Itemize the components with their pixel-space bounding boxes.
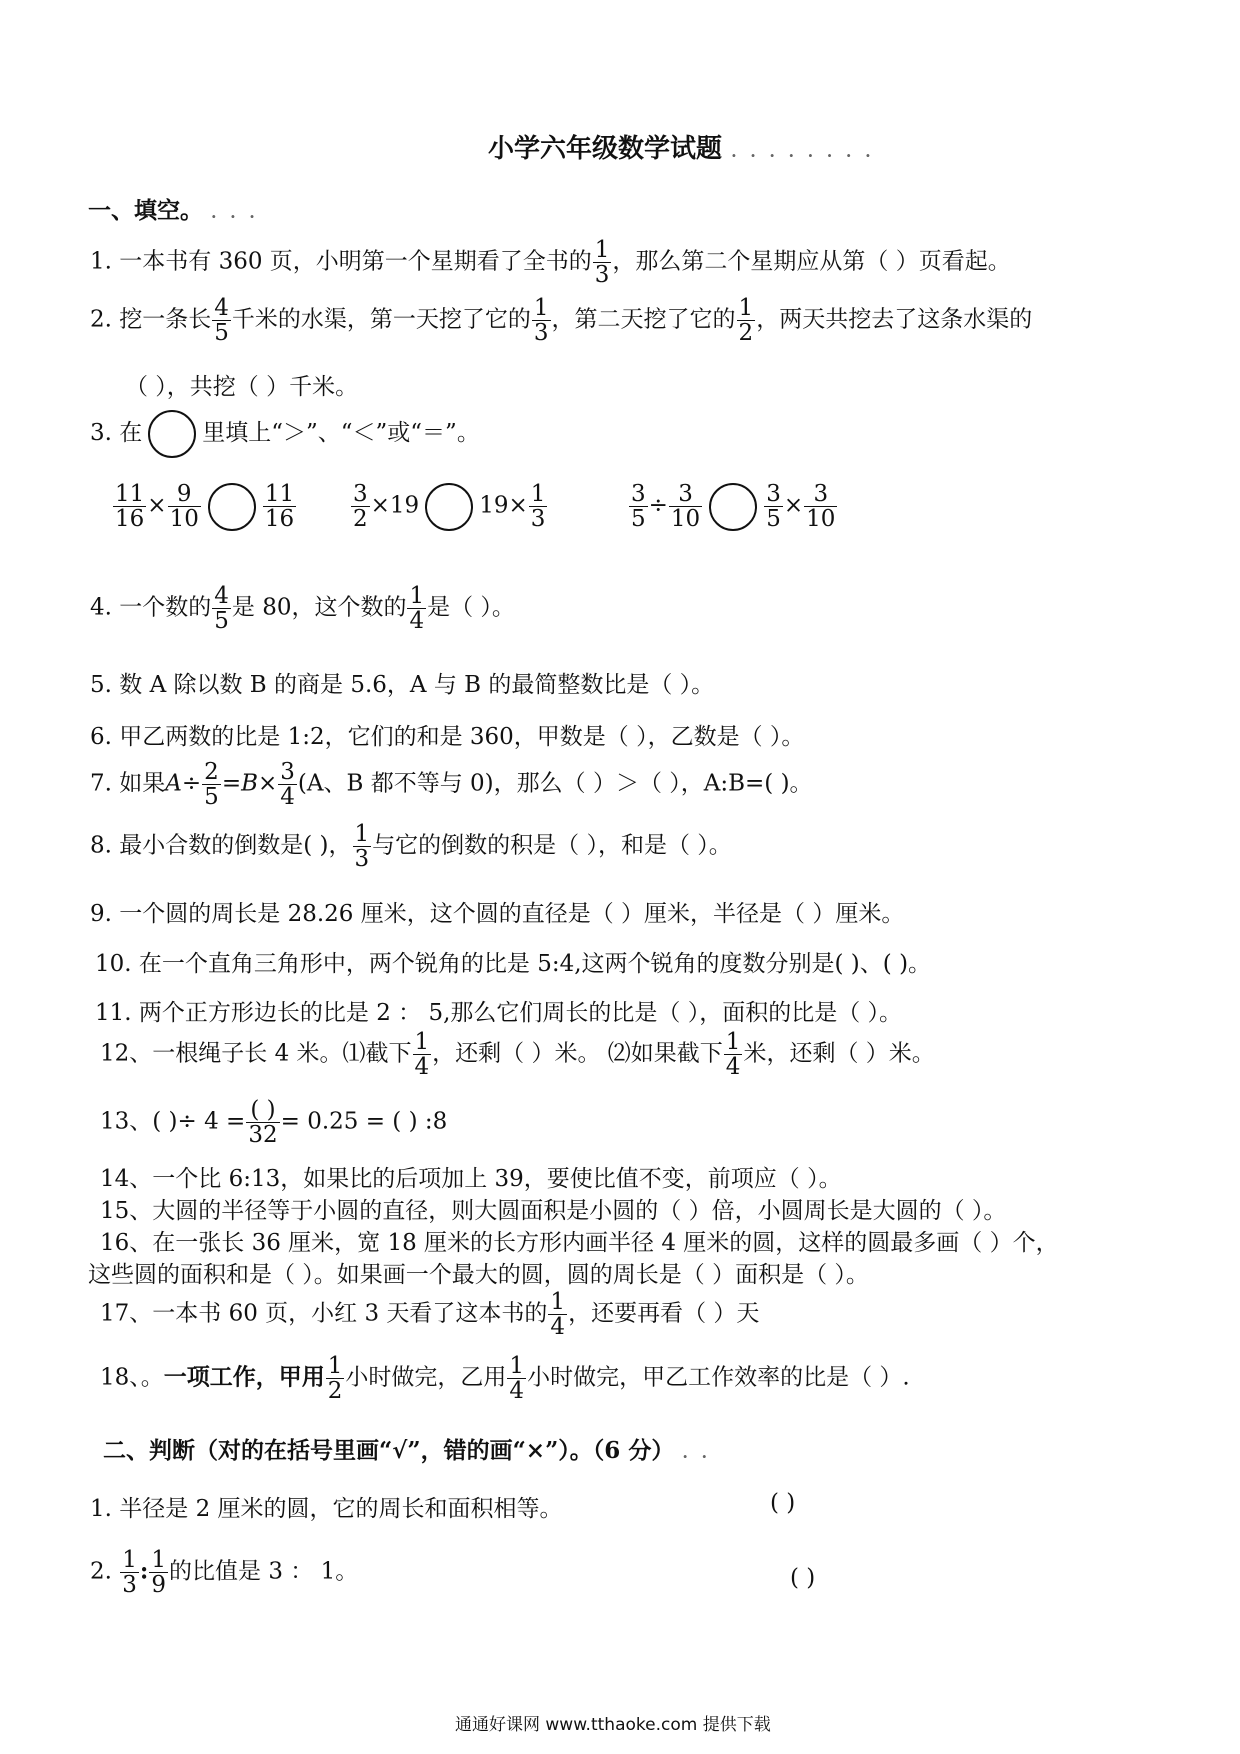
- fraction: [724, 1030, 743, 1079]
- numerator: 3: [631, 481, 646, 507]
- numerator: 1: [533, 295, 549, 321]
- fraction: [351, 482, 370, 531]
- question-18: [100, 1354, 910, 1403]
- q17-text-b: ，还要再看（ ）天: [568, 1300, 760, 1327]
- q2-text-e: （ ），共挖（ ）千米。: [125, 374, 359, 400]
- q3-text-b: 里填上“＞”、“＜”或“＝”。: [202, 420, 480, 446]
- fraction: [120, 1548, 139, 1597]
- judge-1: [90, 1490, 563, 1523]
- q4-text-b: 是 80，这个数的: [231, 594, 407, 621]
- question-16: 16、在一张长 36 厘米，宽 18 厘米的长方形内画半径 4 厘米的圆，这样的圆最多画（ ）个，: [100, 1230, 1059, 1256]
- numerator: 11: [115, 481, 145, 507]
- question-14: 14、一个比 6:13，如果比的后项加上 39，要使比值不变，前项应（ ）。: [100, 1166, 842, 1192]
- q18-text-c: 小时做完，乙用: [345, 1364, 507, 1391]
- denominator: 16: [264, 506, 295, 533]
- q1-text-b: ，那么第二个星期应从第（ ）页看起。: [612, 248, 1011, 275]
- question-4: [90, 584, 515, 633]
- fraction: [407, 584, 426, 633]
- denominator: 32: [248, 1122, 278, 1149]
- section-1-dots: . . .: [211, 203, 259, 222]
- variable-b: B: [241, 770, 258, 797]
- number-19: 19: [389, 492, 420, 519]
- numerator: 1: [354, 821, 370, 847]
- times-sign: ×: [147, 492, 167, 519]
- fraction: [529, 482, 548, 531]
- fraction: [593, 238, 612, 287]
- denominator: 5: [214, 320, 229, 347]
- numerator: 4: [214, 583, 229, 609]
- q8-text-a: 8. 最小合数的倒数是( )，: [90, 832, 352, 859]
- section-2-heading: [103, 1432, 711, 1465]
- section-2-title: 二、判断（对的在括号里画“√”，错的画“×”）。（6 分）: [103, 1437, 675, 1464]
- fraction: [168, 482, 201, 531]
- fraction: [113, 482, 146, 531]
- denominator: 16: [115, 506, 145, 533]
- numerator: 9: [168, 482, 201, 507]
- fraction: [507, 1354, 526, 1403]
- divide-sign: ÷: [181, 770, 202, 797]
- question-3-item-1: [112, 482, 297, 531]
- title-text: 小学六年级数学试题: [488, 134, 723, 164]
- q2-text-c: ，第二天挖了它的: [551, 306, 736, 333]
- denominator: 5: [766, 506, 781, 533]
- denominator: 5: [631, 506, 646, 533]
- denominator: 2: [353, 506, 368, 533]
- judge-2-answer[interactable]: ( ): [790, 1565, 816, 1591]
- number-19-times: 19×: [479, 492, 528, 519]
- judge-2: [90, 1548, 358, 1597]
- question-9: 9. 一个圆的周长是 28.26 厘米，这个圆的直径是（ ）厘米，半径是（ ）厘米。: [90, 901, 905, 927]
- denominator: 3: [533, 320, 549, 347]
- q1-text-a: 1. 一本书有 360 页，小明第一个星期看了全书的: [90, 248, 592, 275]
- question-2: [90, 296, 1032, 345]
- numerator: 1: [122, 1547, 137, 1573]
- question-15: 15、大圆的半径等于小圆的直径，则大圆面积是小圆的（ ）倍，小圆周长是大圆的（ ）。: [100, 1198, 1007, 1224]
- denominator: 4: [409, 608, 425, 635]
- numerator: 1: [409, 583, 425, 609]
- numerator: 1: [530, 481, 546, 507]
- fraction: [764, 482, 783, 531]
- section-1-heading: [88, 192, 259, 225]
- q2-text-d: ，两天共挖去了这条水渠的: [756, 306, 1033, 333]
- q2-text-b: 千米的水渠，第一天挖了它的: [231, 306, 531, 333]
- q2-text-a: 2. 挖一条长: [90, 306, 212, 333]
- times-sign: ×: [370, 492, 390, 519]
- question-3-item-3: [628, 482, 838, 531]
- q13-text-b: = 0.25 = ( ) :8: [280, 1108, 448, 1135]
- numerator: 3: [766, 481, 781, 507]
- fraction: [532, 296, 551, 345]
- equals-sign: =: [221, 770, 242, 797]
- fraction: [278, 760, 297, 809]
- judge-1-answer[interactable]: ( ): [770, 1490, 796, 1516]
- fraction: [212, 296, 231, 345]
- fraction: [353, 822, 372, 871]
- denominator: 4: [280, 784, 295, 811]
- times-sign: ×: [258, 770, 278, 797]
- denominator: 10: [806, 506, 836, 533]
- fraction: [413, 1030, 432, 1079]
- numerator: 1: [738, 295, 754, 321]
- numerator: 1: [594, 237, 610, 263]
- fraction: [737, 296, 756, 345]
- denominator: 10: [169, 506, 199, 533]
- fraction: [326, 1354, 345, 1403]
- numerator: ( ): [246, 1098, 279, 1123]
- q18-text-d: 小时做完，甲乙工作效率的比是（ ）: [527, 1364, 903, 1391]
- fraction: [202, 760, 221, 809]
- numerator: 1: [725, 1029, 741, 1055]
- numerator: 1: [509, 1353, 525, 1379]
- numerator: 4: [214, 295, 229, 321]
- question-3-item-2: [350, 482, 548, 531]
- q12-text-b: ，还剩（ ）米。 ⑵如果截下: [432, 1040, 723, 1067]
- numerator: 3: [669, 482, 702, 507]
- question-3: [90, 410, 480, 458]
- ratio-colon: :: [139, 1557, 149, 1585]
- numerator: 3: [280, 759, 295, 785]
- denominator: 4: [414, 1054, 430, 1081]
- section-2-dots: . .: [682, 1443, 712, 1462]
- q18-text-a: 18、。: [100, 1364, 164, 1391]
- denominator: 5: [214, 608, 229, 635]
- q4-text-c: 是（ ）。: [427, 594, 515, 621]
- denominator: 4: [550, 1314, 566, 1341]
- denominator: 3: [530, 506, 546, 533]
- question-7: [90, 760, 813, 809]
- question-8: [90, 822, 732, 871]
- numerator: 3: [353, 481, 368, 507]
- q4-text-a: 4. 一个数的: [90, 594, 212, 621]
- question-12: [100, 1030, 935, 1079]
- denominator: 9: [151, 1572, 167, 1599]
- numerator: 2: [204, 759, 219, 785]
- q13-text-a: 13、( )÷ 4 =: [100, 1108, 246, 1135]
- denominator: 3: [354, 846, 370, 873]
- numerator: 1: [327, 1353, 343, 1379]
- variable-a: A: [165, 770, 182, 797]
- question-11: 11. 两个正方形边长的比是 2 ： 5,那么它们周长的比是（ ），面积的比是（ ）。: [95, 1000, 903, 1026]
- fraction: [804, 482, 837, 531]
- denominator: 2: [738, 320, 754, 347]
- judge-2-number: 2.: [90, 1558, 112, 1585]
- fraction: [246, 1098, 279, 1147]
- q12-text-a: 12、一根绳子长 4 米。⑴截下: [100, 1040, 412, 1067]
- title-dots: . . . . . . . .: [731, 142, 875, 161]
- denominator: 10: [670, 506, 701, 533]
- question-6: 6. 甲乙两数的比是 1:2，它们的和是 360，甲数是（ ），乙数是（ ）。: [90, 724, 805, 750]
- q7-text-a: 7. 如果: [90, 770, 166, 797]
- judge-2-text: 的比值是 3 ： 1。: [169, 1558, 359, 1585]
- denominator: 3: [594, 262, 610, 289]
- q7-text-b: (A、B 都不等与 0)，那么（ ）＞（ ），A:B=( )。: [297, 770, 813, 797]
- question-17: [100, 1290, 759, 1339]
- denominator: 3: [122, 1572, 137, 1599]
- fraction: [149, 1548, 168, 1597]
- numerator: 1: [151, 1547, 167, 1573]
- fraction: [263, 482, 296, 531]
- denominator: 4: [509, 1378, 525, 1405]
- q8-text-b: 与它的倒数的积是（ ），和是（ ）。: [372, 832, 732, 859]
- footer-source: 通通好课网 www.tthaoke.com 提供下载: [455, 1715, 771, 1735]
- divide-sign: ÷: [648, 492, 668, 519]
- question-5: 5. 数 A 除以数 B 的商是 5.6，A 与 B 的最简整数比是（ ）。: [90, 672, 715, 698]
- question-1: [90, 238, 1011, 287]
- question-13: [100, 1098, 447, 1147]
- answer-circle[interactable]: [709, 483, 757, 531]
- question-2-continued: [125, 368, 358, 401]
- numerator: 11: [264, 481, 295, 507]
- fraction: [548, 1290, 567, 1339]
- q3-text-a: 3. 在: [90, 420, 143, 446]
- page-title: [488, 128, 875, 165]
- judge-1-text: 1. 半径是 2 厘米的圆，它的周长和面积相等。: [90, 1496, 563, 1522]
- numerator: 1: [550, 1289, 566, 1315]
- times-sign: ×: [783, 492, 804, 519]
- question-10: 10. 在一个直角三角形中，两个锐角的比是 5:4,这两个锐角的度数分别是( )、( )。: [95, 951, 932, 977]
- fraction: [629, 482, 648, 531]
- q18-dot: .: [902, 1364, 910, 1391]
- fraction: [212, 584, 231, 633]
- section-1-title: 一、填空。: [88, 197, 203, 224]
- question-16-continued: 这些圆的面积和是（ ）。如果画一个最大的圆，圆的周长是（ ）面积是（ ）。: [88, 1262, 869, 1288]
- denominator: 5: [204, 784, 219, 811]
- q17-text-a: 17、一本书 60 页，小红 3 天看了这本书的: [100, 1300, 548, 1327]
- fraction: [669, 482, 702, 531]
- numerator: 3: [804, 482, 837, 507]
- answer-circle[interactable]: [425, 483, 473, 531]
- denominator: 2: [327, 1378, 343, 1405]
- numerator: 1: [414, 1029, 430, 1055]
- q12-text-c: 米，还剩（ ）米。: [743, 1040, 935, 1067]
- denominator: 4: [725, 1054, 741, 1081]
- q18-text-b: 一项工作，甲用: [163, 1363, 325, 1391]
- answer-circle[interactable]: [148, 410, 196, 458]
- answer-circle[interactable]: [208, 483, 256, 531]
